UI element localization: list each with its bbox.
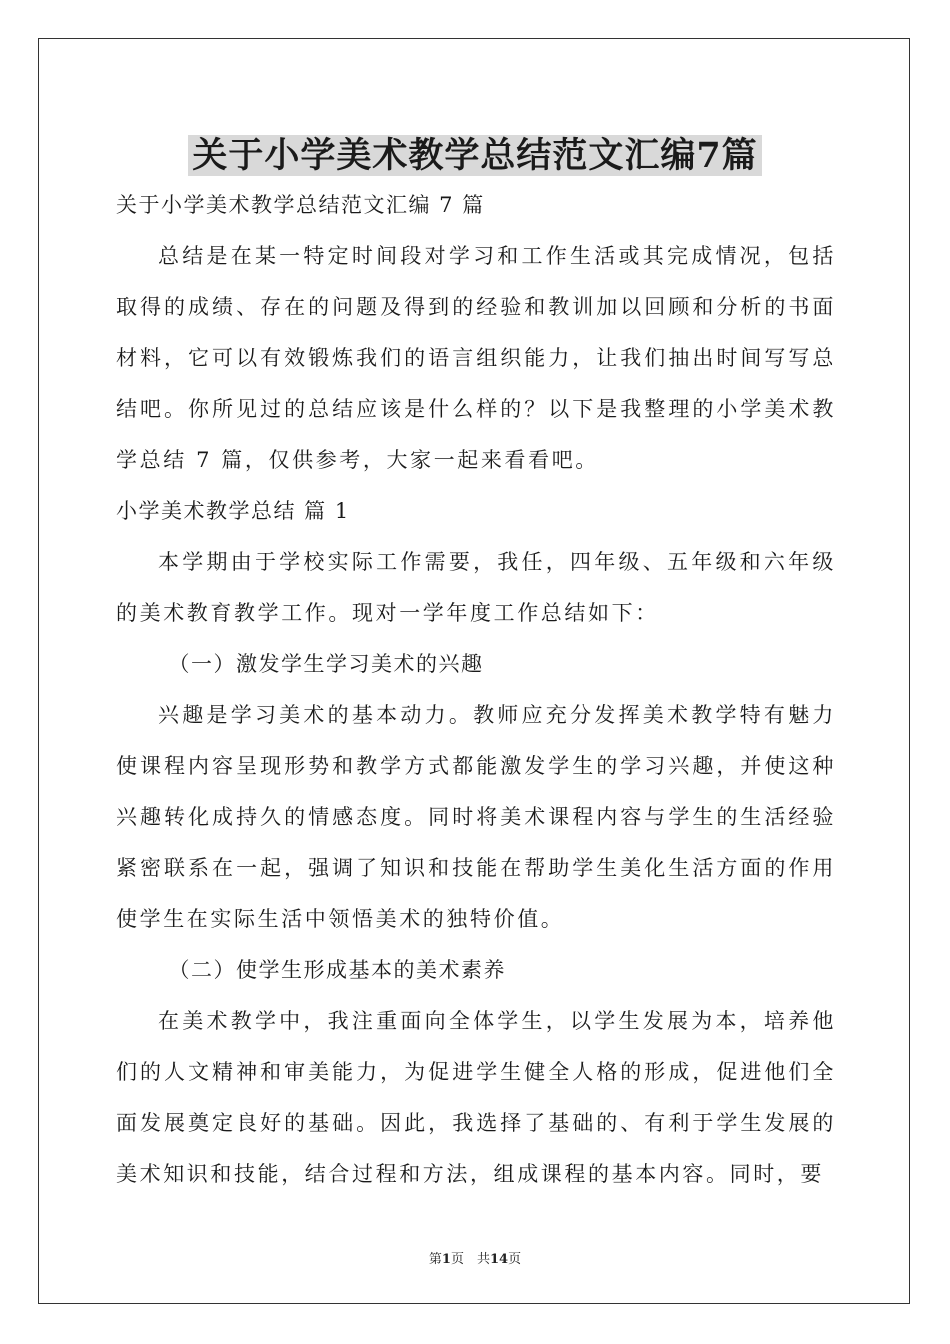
document-subtitle: 关于小学美术教学总结范文汇编 7 篇 [116, 193, 485, 217]
footer-mid: 页 共 [450, 1252, 490, 1267]
subsection-paragraph-2: 在美术教学中，我注重面向全体学生，以学生发展为本，培养他们的人文精神和审美能力，为促进学生健全人格的形成，促进他们全面发展奠定良好的基础。因此，我选择了基础的、有利于学生发展的美术知识和技能，结合过程和方法，组成课程的基本内容。同时，要 [116, 1009, 836, 1186]
subsection-heading-1: （一）激发学生学习美术的兴趣 [168, 652, 484, 676]
footer-current-page: 1 [441, 1252, 451, 1267]
document-title [0, 128, 950, 178]
document-body [116, 180, 836, 1200]
intro-paragraph: 总结是在某一特定时间段对学习和工作生活或其完成情况，包括取得的成绩、存在的问题及得到的经验和教训加以回顾和分析的书面材料，它可以有效锻炼我们的语言组织能力，让我们抽出时间写写总结吧。你所见过的总结应该是什么样的？以下是我整理的小学美术教学总结 7 篇，仅供参考，大家一起来看看吧。 [116, 244, 836, 472]
subsection-heading-2: （二）使学生形成基本的美术素养 [168, 958, 506, 982]
document-title-text: 关于小学美术教学总结范文汇编7篇 [188, 135, 761, 176]
footer-suffix: 页 [508, 1252, 522, 1267]
section-heading: 小学美术教学总结 篇 1 [116, 499, 350, 523]
subsection-paragraph-1: 兴趣是学习美术的基本动力。教师应充分发挥美术教学特有魅力使课程内容呈现形势和教学方式都能激发学生的学习兴趣，并使这种兴趣转化成持久的情感态度。同时将美术课程内容与学生的生活经验紧密联系在一起，强调了知识和技能在帮助学生美化生活方面的作用使学生在实际生活中领悟美术的独特价值。 [116, 703, 836, 931]
footer-prefix: 第 [428, 1252, 442, 1267]
page-footer [0, 1248, 950, 1267]
section-paragraph: 本学期由于学校实际工作需要，我任，四年级、五年级和六年级的美术教育教学工作。现对一学年度工作总结如下： [116, 550, 836, 625]
footer-total-pages: 14 [489, 1252, 509, 1267]
